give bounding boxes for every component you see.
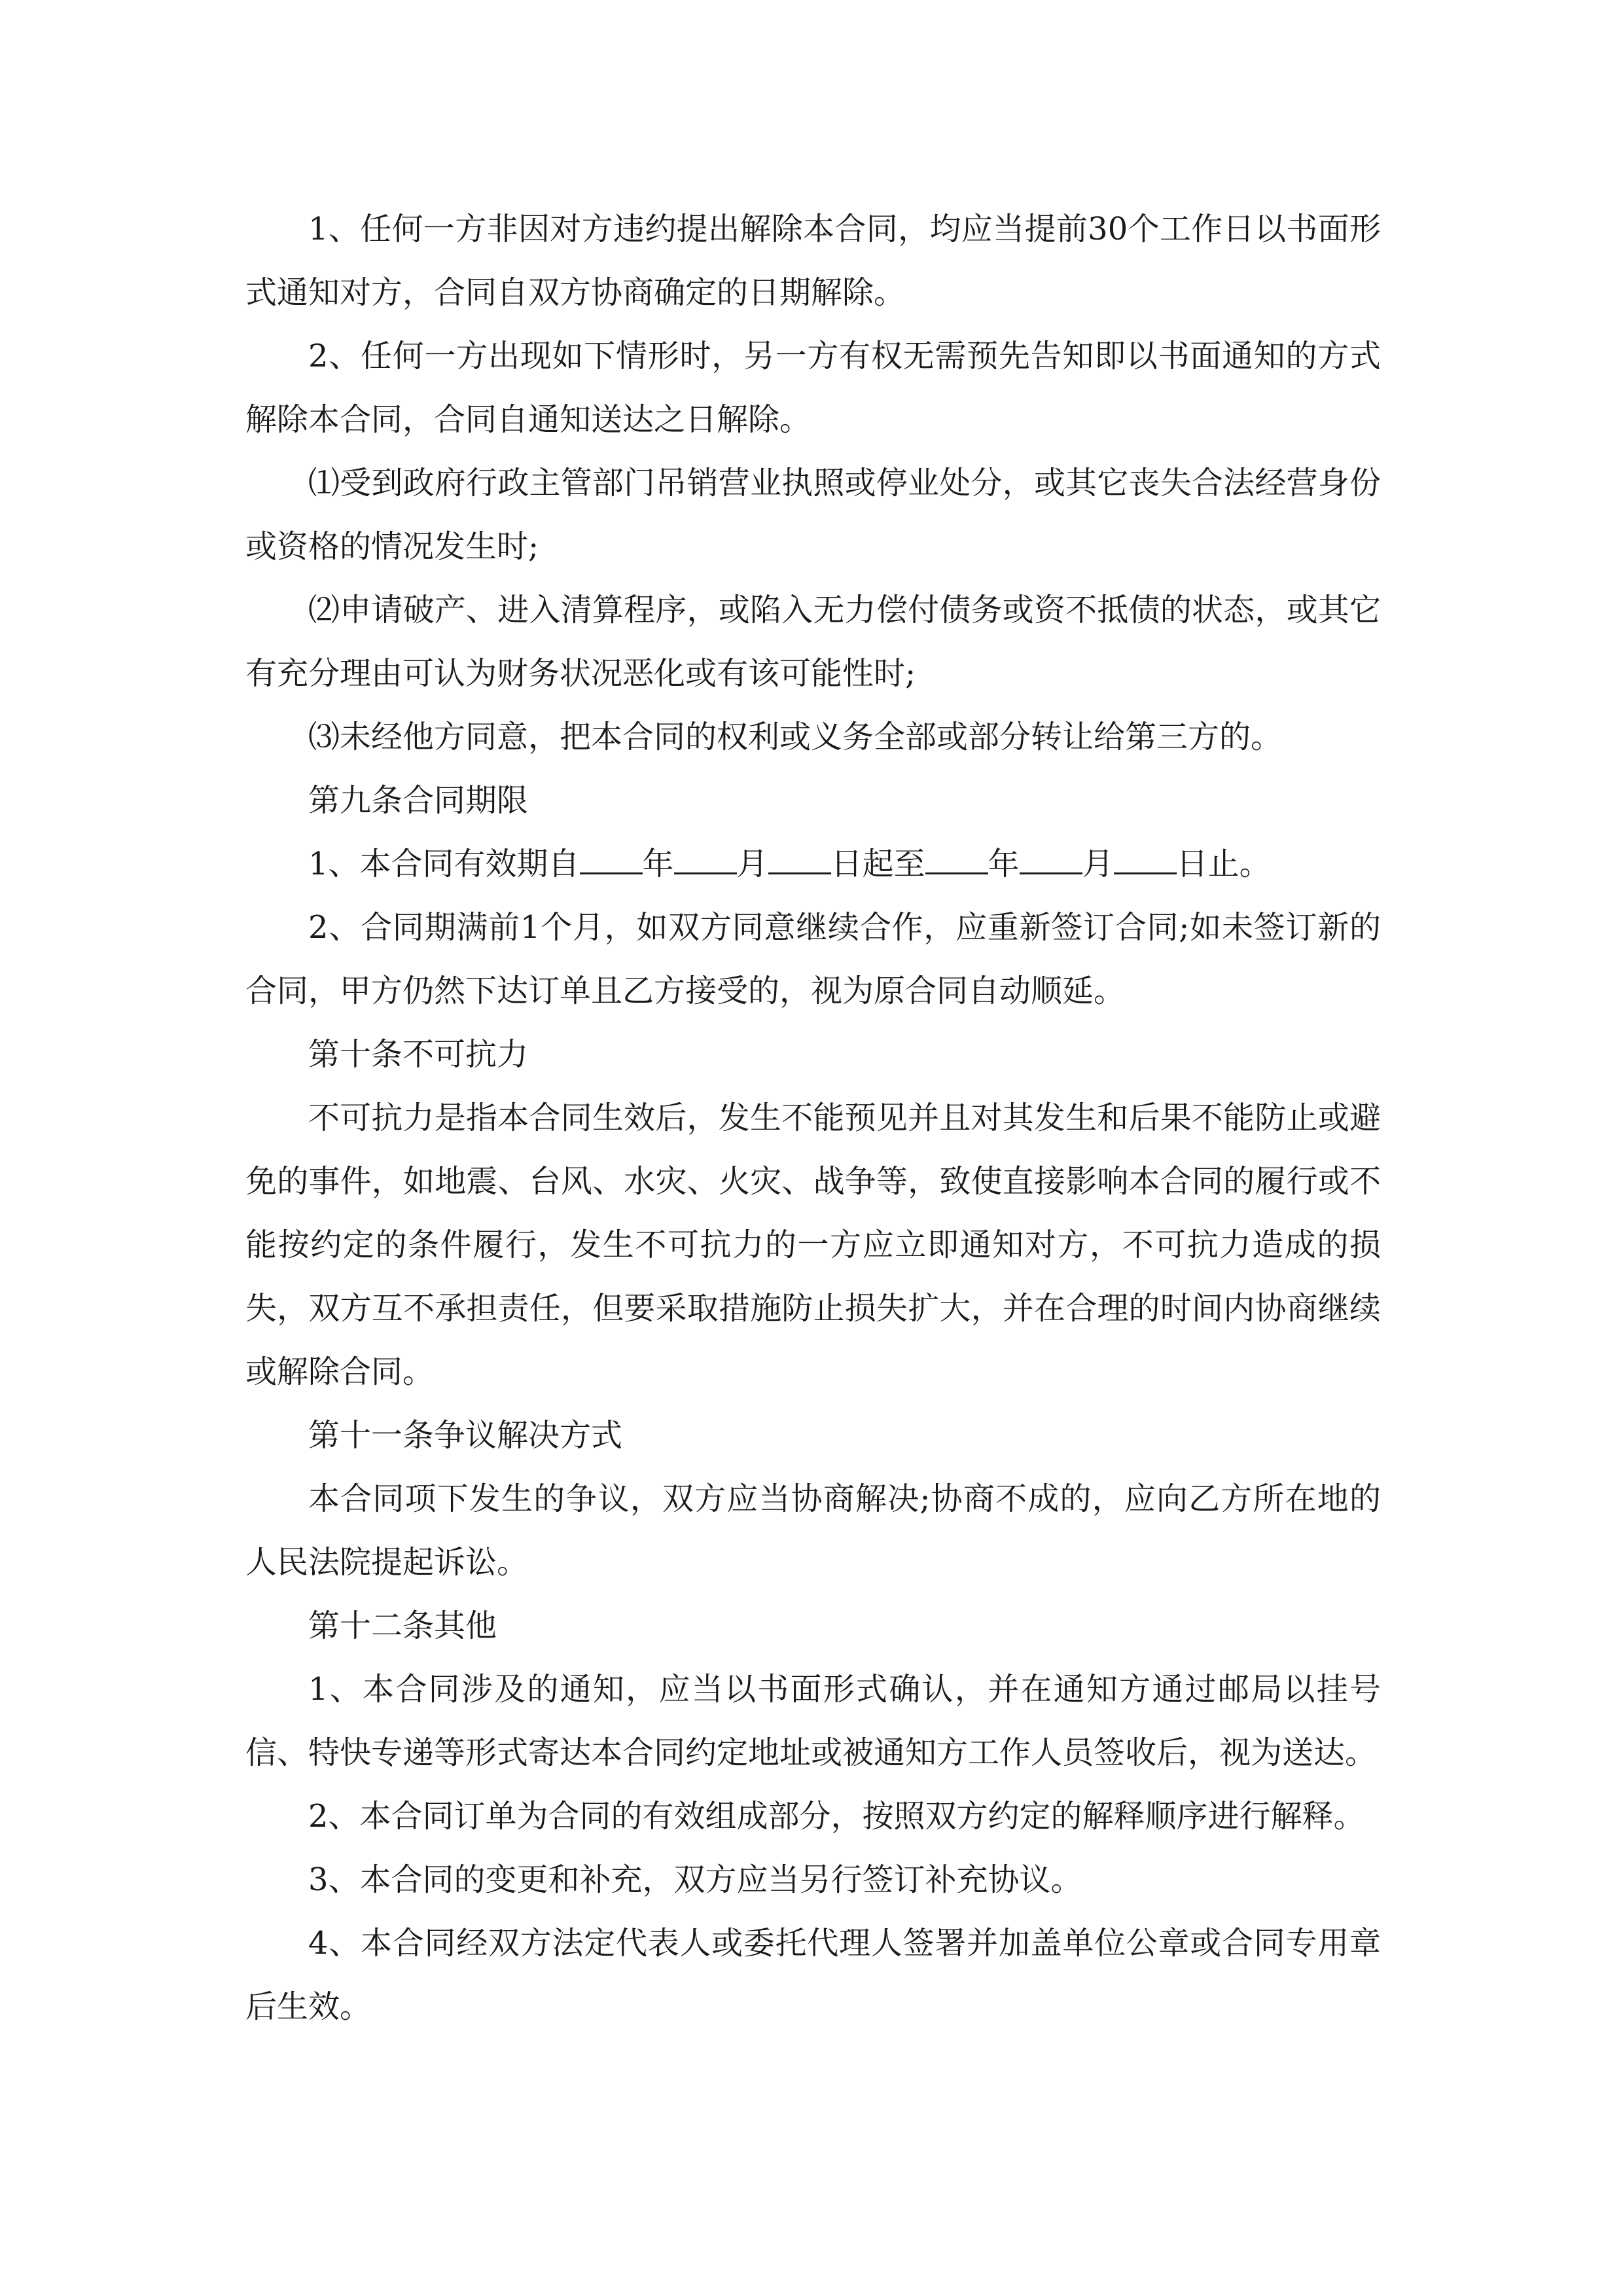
paragraph-termination-conditions: 2、任何一方出现如下情形时，另一方有权无需预先告知即以书面通知的方式解除本合同，合同自通知送达之日解除。 <box>245 338 1381 438</box>
paragraph-amendments: 3、本合同的变更和补充，双方应当另行签订补充协议。 <box>308 1861 1082 1898</box>
heading-article-11: 第十一条争议解决方式 <box>308 1417 623 1454</box>
blank-end-year <box>925 844 988 874</box>
paragraph-orders: 2、本合同订单为合同的有效组成部分，按照双方约定的解释顺序进行解释。 <box>308 1798 1365 1835</box>
contract-body <box>245 198 1381 2039</box>
heading-article-9: 第九条合同期限 <box>308 782 529 819</box>
paragraph-condition-1: ⑴受到政府行政主管部门吊销营业执照或停业处分，或其它丧失合法经营身份或资格的情况发生时; <box>245 465 1381 565</box>
blank-end-day <box>1114 844 1177 874</box>
blank-end-month <box>1020 844 1082 874</box>
paragraph-renewal: 2、合同期满前1个月，如双方同意继续合作，应重新签订合同;如未签订新的合同，甲方仍然下达订单且乙方接受的，视为原合同自动顺延。 <box>245 909 1381 1009</box>
term-text-start: 1、本合同有效期自 <box>308 846 580 882</box>
heading-article-10: 第十条不可抗力 <box>308 1036 529 1073</box>
paragraph-notices: 1、本合同涉及的通知，应当以书面形式确认，并在通知方通过邮局以挂号信、特快专递等形式寄达本合同约定地址或被通知方工作人员签收后，视为送达。 <box>245 1671 1381 1771</box>
heading-article-12: 第十二条其他 <box>308 1607 497 1644</box>
paragraph-force-majeure: 不可抗力是指本合同生效后，发生不能预见并且对其发生和后果不能防止或避免的事件，如地震、台风、水灾、火灾、战争等，致使直接影响本合同的履行或不能按约定的条件履行，发生不可抗力的一方应立即通知对方，不可抗力造成的损失，双方互不承担责任，但要采取措施防止损失扩大，并在合理的时间内协商继续或解除合同。 <box>245 1100 1381 1390</box>
term-text-day-to: 日起至 <box>830 846 925 882</box>
term-text-end: 日止。 <box>1176 846 1271 882</box>
paragraph-contract-term <box>245 833 1381 896</box>
term-text-year-2: 年 <box>988 846 1020 882</box>
blank-start-year <box>580 844 643 874</box>
paragraph-effectiveness: 4、本合同经双方法定代表人或委托代理人签署并加盖单位公章或合同专用章后生效。 <box>245 1925 1381 2025</box>
term-text-year-1: 年 <box>642 846 674 882</box>
term-text-month-1: 月 <box>736 846 768 882</box>
paragraph-dispute-resolution: 本合同项下发生的争议，双方应当协商解决;协商不成的，应向乙方所在地的人民法院提起诉讼。 <box>245 1480 1381 1581</box>
blank-start-month <box>674 844 737 874</box>
term-text-month-2: 月 <box>1082 846 1114 882</box>
paragraph-condition-3: ⑶未经他方同意，把本合同的权利或义务全部或部分转让给第三方的。 <box>308 719 1283 755</box>
paragraph-termination-notice: 1、任何一方非因对方违约提出解除本合同，均应当提前30个工作日以书面形式通知对方，合同自双方协商确定的日期解除。 <box>245 211 1381 311</box>
paragraph-condition-2: ⑵申请破产、进入清算程序，或陷入无力偿付债务或资不抵债的状态，或其它有充分理由可认为财务状况恶化或有该可能性时; <box>245 592 1381 692</box>
blank-start-day <box>768 844 831 874</box>
